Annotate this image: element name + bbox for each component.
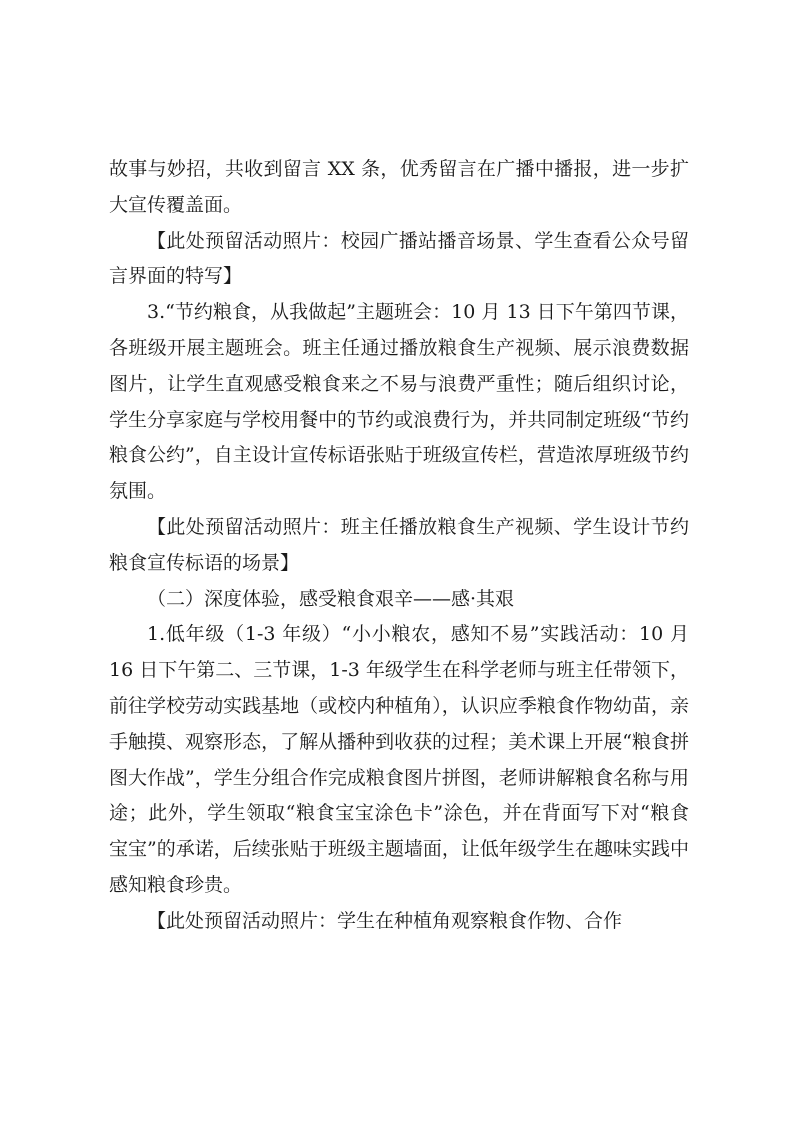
paragraph-continuation: 故事与妙招，共收到留言 XX 条，优秀留言在广播中播报，进一步扩大宣传覆盖面。	[109, 158, 689, 216]
section-heading-experience: （二）深度体验，感受粮食艰辛——感·其艰	[147, 587, 515, 610]
paragraph-lower-grades-activity: 1.低年级（1-3 年级）“小小粮农，感知不易”实践活动：10 月 16 日下午第二、三节课，1-3 年级学生在科学老师与班主任带领下，前往学校劳动实践基地（或校内种植角），认识应季粮食作物幼苗，亲手触摸、观察形态，了解从播种到收获的过程；美术课上开展“粮食拼图大作战”，学生分组合作完成粮食图片拼图，老师讲解粮食名称与用途；此外，学生领取“粮食宝宝涂色卡”涂色，并在背面写下对“粮食宝宝”的承诺，后续张贴于班级主题墙面，让低年级学生在趣味实践中感知粮食珍贵。	[109, 623, 689, 896]
document-body	[109, 152, 689, 940]
photo-placeholder-class-meeting: 【此处预留活动照片：班主任播放粮食生产视频、学生设计节约粮食宣传标语的场景】	[109, 515, 689, 574]
paragraph-class-meeting: 3.“节约粮食，从我做起”主题班会：10 月 13 日下午第四节课，各班级开展主题班会。班主任通过播放粮食生产视频、展示浪费数据图片，让学生直观感受粮食来之不易与浪费严重性；随后组织讨论，学生分享家庭与学校用餐中的节约或浪费行为，并共同制定班级“节约粮食公约”，自主设计宣传标语张贴于班级宣传栏，营造浓厚班级节约氛围。	[109, 301, 689, 503]
photo-placeholder-planting: 【此处预留活动照片：学生在种植角观察粮食作物、合作	[147, 909, 623, 932]
photo-placeholder-broadcast: 【此处预留活动照片：校园广播站播音场景、学生查看公众号留言界面的特写】	[109, 229, 689, 288]
